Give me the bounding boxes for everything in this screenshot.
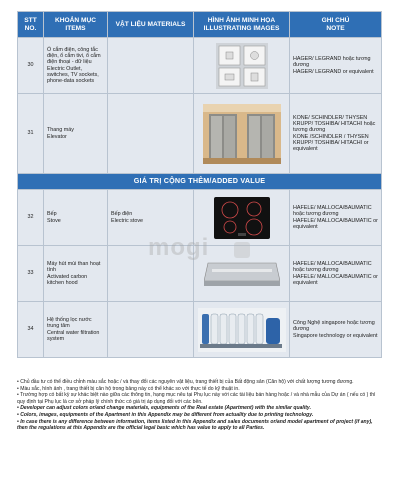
row-number: 33	[18, 246, 44, 302]
row-note: HAFELE/ MALLOCA/BAUMATIC hoặc tương đương HAFELE/ MALLOCA/BAUMATIC or equivalent	[290, 246, 382, 302]
row-image	[194, 94, 290, 174]
kitchen-hood-icon	[204, 259, 280, 289]
table-row	[18, 246, 382, 302]
row-number: 30	[18, 38, 44, 94]
footer-note-vn-2: • Màu sắc, hình ảnh , trang thiết bị căn hộ trong bảng này có thể khác so với thực tế do kỹ thuật in.	[17, 385, 240, 392]
table-row	[18, 94, 382, 174]
header-stt: STT NO.	[18, 12, 44, 38]
row-note: Công Nghệ singapore hoặc tương đương Singapore technology or equivalent	[290, 302, 382, 358]
row-items: Thang máy Elevator	[44, 94, 108, 174]
row-number: 34	[18, 302, 44, 358]
section-row	[18, 174, 382, 190]
footer-note-vn-1: • Chủ đầu tư có thể điều chỉnh màu sắc hoặc / và thay đổi các nguyên vật liệu, trang thiết bị của Bất động sản (Căn hộ) với chất lượng tương đương.	[17, 379, 354, 385]
row-image	[194, 38, 290, 94]
footer-notes	[17, 379, 381, 432]
section-title: GIÁ TRỊ CỘNG THÊM/ADDED VALUE	[18, 174, 382, 190]
specification-table	[17, 11, 382, 358]
row-materials: Bếp điện Electric stove	[108, 190, 194, 246]
row-number: 31	[18, 94, 44, 174]
footer-note-en-3: • In case there is any difference between information, items listed in this Appendix and sales documents or/and model apartment of project (if any), then the regulations at this Appendix are the official legal basic which has value to apply to all Parties.	[17, 418, 373, 432]
table-row	[18, 190, 382, 246]
water-filtration-icon	[198, 308, 286, 352]
row-note: HAFELE/ MALLOCA/BAUMATIC hoặc tương đương HAFELE/ MALLOCA/BAUMATIC or equivalent	[290, 190, 382, 246]
row-items: Máy hút mùi than hoạt tính Activated carbon kitchen hood	[44, 246, 108, 302]
row-materials	[108, 246, 194, 302]
induction-stove-icon	[214, 197, 270, 239]
row-items: Ổ cắm điện, công tắc điện, ổ cắm tivi, ổ cắm điện thoại - dữ liệu Electric Outlet, switches, TV sockets, phone-data sockets	[44, 38, 108, 94]
row-number: 32	[18, 190, 44, 246]
row-materials	[108, 94, 194, 174]
header-note: GHI CHÚ NOTE	[290, 12, 382, 38]
header-materials: VẬT LIỆU MATERIALS	[108, 12, 194, 38]
elevator-icon	[203, 104, 281, 164]
row-note: HAGER/ LEGRAND hoặc tương đương HAGER/ LEGRAND or equivalent	[290, 38, 382, 94]
footer-note-en-2: • Colors, images, equipments of the Apartment in this Appendix may be different from actuality due to printing technology.	[17, 411, 314, 418]
row-image	[194, 190, 290, 246]
watermark-icon	[234, 242, 250, 258]
table-row	[18, 302, 382, 358]
table-header-row	[18, 12, 382, 38]
footer-note-en-1: • Developer can adjust colors or/and change materials, equipments of the Real estate (Apartment) with the similar quality.	[17, 405, 311, 412]
header-images: HÌNH ẢNH MINH HỌA ILLUSTRATING IMAGES	[194, 12, 290, 38]
row-image	[194, 302, 290, 358]
watermark: mogi	[148, 234, 210, 261]
electric-switches-icon	[216, 43, 268, 89]
row-note: KONE/ SCHINDLER/ THYSEN KRUPP/ TOSHIBA/ HITACHI hoặc tương đương KONE /SCHINDLER / THYSEN KRUPP/ TOSHIBA/ HITACHI or equivalent	[290, 94, 382, 174]
header-items: KHOẢN MỤC ITEMS	[44, 12, 108, 38]
footer-note-vn-3: • Trường hợp có bất kỳ sự khác biệt nào giữa các thông tin, hạng mục nêu tại Phụ lục này với các tài liệu bán hàng hoặc / và nhà mẫu của Dự án ( nếu có ) thì quy định tại Phụ lục là cơ sở pháp lý chính thức có giá trị áp dụng đối với các bên.	[17, 392, 376, 405]
row-items: Hệ thống lọc nước trung tâm Central water filtration system	[44, 302, 108, 358]
row-materials	[108, 302, 194, 358]
row-items: Bếp Stove	[44, 190, 108, 246]
table-row	[18, 38, 382, 94]
row-materials	[108, 38, 194, 94]
